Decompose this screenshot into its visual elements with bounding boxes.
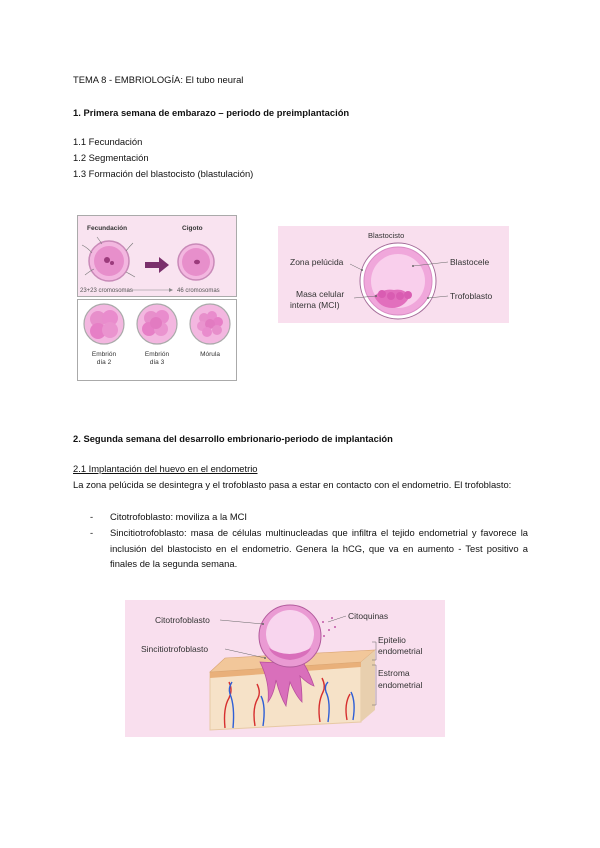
block-side — [361, 650, 375, 722]
section1-heading — [73, 107, 349, 119]
morula-label: Mórula — [200, 351, 220, 358]
section2-heading — [73, 433, 393, 445]
figure-fecundacion-segmentacion — [77, 215, 237, 381]
epitelio-label-2: endometrial — [378, 646, 423, 656]
bullet-dash: - — [90, 527, 94, 538]
embrion-dia3-label-1: Embrión — [144, 351, 170, 358]
section2-number: 2. — [73, 433, 81, 444]
section2-title: Segunda semana del desarrollo embrionario-periodo de implantación — [83, 433, 393, 444]
fecundacion-label: Fecundación — [87, 225, 128, 232]
blastocisto-icon — [360, 243, 436, 319]
embrion-dia3-icon — [137, 304, 177, 344]
document-title: TEMA 8 - EMBRIOLOGÍA: El tubo neural — [73, 74, 244, 85]
embrion-dia2-icon — [84, 304, 124, 344]
bullet-item-1 — [90, 509, 528, 525]
section1-title: Primera semana de embarazo – periodo de preimplantación — [83, 107, 350, 118]
blastocisto-title: Blastocisto — [368, 231, 405, 240]
bullet-text: Sincitiotrofoblasto: masa de células multinucleadas que infiltra el tejido endometrial y favorece la inclusión del blastocisto en el endometrio. Genera la hCG, que va en aumento - Test positivo a finales de la segunda semana. — [110, 527, 528, 569]
cromosomas-right: 46 cromosomas — [177, 288, 220, 294]
zona-pelucida-label: Zona pelúcida — [290, 257, 344, 267]
blastocyst-icon — [259, 605, 321, 667]
cigoto-label: Cigoto — [182, 225, 203, 232]
blastocele-label: Blastocele — [450, 257, 490, 267]
morula-icon — [190, 304, 230, 344]
sincitiotrofoblasto-label: Sincitiotrofoblasto — [141, 644, 209, 654]
list-item: 1.2 Segmentación — [73, 152, 149, 163]
bullet-item-2 — [90, 525, 528, 572]
citotrofoblasto-label: Citotrofoblasto — [155, 615, 210, 625]
masa-celular-label-2: interna (MCI) — [290, 300, 340, 310]
embrion-dia2-label-1: Embrión — [91, 351, 117, 358]
list-item: 1.3 Formación del blastocisto (blastulación) — [73, 168, 254, 179]
cromosomas-left: 23+23 cromosomas — [80, 288, 133, 294]
masa-celular-label-1: Masa celular — [296, 289, 345, 299]
epitelio-label-1: Epitelio — [378, 635, 406, 645]
bullet-dash: - — [90, 511, 94, 522]
subsection-heading: 2.1 Implantación del huevo en el endometrio — [73, 463, 258, 474]
estroma-label-2: endometrial — [378, 680, 423, 690]
list-item: 1.1 Fecundación — [73, 136, 143, 147]
embrion-dia3-label-2: día 3 — [149, 359, 165, 366]
figure-implantacion — [125, 600, 445, 737]
embrion-dia2-label-2: día 2 — [96, 359, 112, 366]
bullet-text: Citotrofoblasto: moviliza a la MCI — [110, 511, 248, 522]
trofoblasto-label: Trofoblasto — [450, 291, 493, 301]
cigoto-cell-icon — [178, 244, 214, 280]
citoquinas-label: Citoquinas — [348, 611, 389, 621]
paragraph: La zona pelúcida se desintegra y el trofoblasto pasa a estar en contacto con el endometrio. El trofoblasto: — [73, 479, 512, 490]
estroma-label-1: Estroma — [378, 668, 410, 678]
section1-number: 1. — [73, 107, 81, 118]
figure-blastocisto — [278, 226, 509, 323]
